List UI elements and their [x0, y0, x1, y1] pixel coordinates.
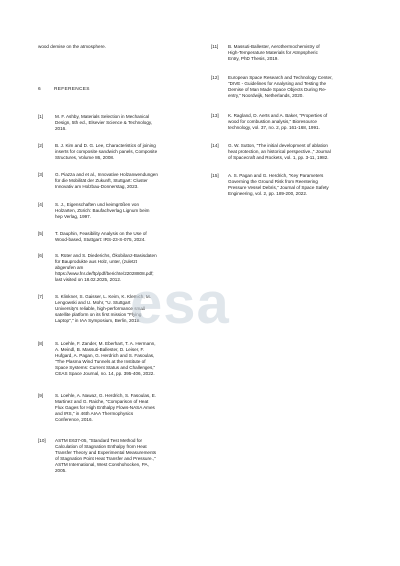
reference-label: [14]: [211, 143, 219, 148]
reference-entry: [38, 202, 194, 220]
reference-text: B. Massuti-Ballester, Aerothermochemistry of High-Temperature Materials for Atmpspheric Entry, PhD Thesis, 2019.: [228, 44, 320, 61]
reference-text: European Space Research and Technology Center, "DIVE - Guidelines for Analysing and Testing the Demise of Man Made Space Objects During Re- entry," Noordwijk, Netherlands, 2020.: [228, 75, 333, 98]
reference-label: [8]: [38, 341, 44, 346]
reference-label: [9]: [38, 393, 44, 398]
reference-text: S. Loehle, A. Nawaz, G. Herdrich, S. Fasoulas, E. Martinez and G. Raiche, "Comparison of Heat Flux Gages for High Enthalpy Flows-NASA Ames and IRS," in 46th AIAA Thermophysics Conference, 2016.: [55, 393, 157, 422]
reference-entry: [38, 294, 194, 324]
reference-text: K. Ragland, D. Aerts and A. Baker, "Properties of wood for combustion analysis," Bioresource technology, vol. 37, no. 2, pp. 161-168, 1991.: [228, 113, 328, 130]
reference-text: ASTM E637-05, "Standard Test Method for Calculation of Stagnation Enthalpy from Heat Transfer Theory and Experimental Measurements of Stagnation Point Heat Transfer and Pressure.," ASTM International, West Conshohocken, PA, 2005.: [55, 438, 157, 473]
reference-text: B. J. Kim and D. G. Lee, Characteristics of joining inserts for composite sandwich panels, Composite Structures, Volume 86, 2008.: [55, 143, 158, 160]
reference-entry: [211, 113, 365, 131]
reference-entry: [38, 253, 194, 283]
reference-text: A. S. Pagan and G. Herdrich, "Key Parameters Governing the Ground Risk from Reentering Pressure Vessel Debris," Journal of Space Safety Engineering, vol. 2, pp. 189-200, 2022.: [228, 173, 329, 196]
esa-watermark: esa: [130, 271, 230, 336]
reference-text: S. Rüter and S. Diederichs, Ökobilanz-Basisdaten für Bauprodukte aus Holz, unter, (zuletzt abgerufen am https://www.fnr.de/ftp/pdf/berichte/22028808.pdf; last visited on 18.02.2025, 2012.: [55, 253, 157, 282]
reference-text: G. W. Sutton, "The initial development of ablation heat protection, an historical perspective.," Journal of Spacecraft and Rockets, vol. 1, pp. 3-11, 1982.: [228, 143, 331, 160]
section-title: REFERENCES: [54, 87, 90, 92]
reference-entry: [211, 75, 365, 99]
reference-text: G. Piazza and et al., Innovative Holzanwendungen für die Mobilität der Zukunft, Stuttgart: Cluster Innovativ am Holzbau-Donnerstag, 2023.: [55, 172, 158, 189]
reference-text: M. F. Ashby, Materials Selection in Mechanical Design, 5th ed., Elsevier Science & Technology, 2016.: [55, 114, 153, 131]
reference-entry: [38, 393, 194, 423]
reference-label: [10]: [38, 438, 46, 443]
reference-label: [13]: [211, 113, 219, 118]
reference-entry: [211, 173, 365, 197]
reference-text: S. J., Eigenschaften und keimgrößen von Holzarten, Zürich: Baufachverlag Lignum beim hep Verlag, 1997.: [55, 202, 150, 219]
intro-text: wood demise on the atmosphere.: [38, 44, 106, 49]
reference-text: S. Klinkner, S. Gaisser, L. Keim, K. Klemich, M. Lengowski and U. Mohr, "U. Stuttgart University's reliable, high-performance small satellite platform on its first mission "Flying Laptop"," in IAA Symposium, Berlin, 2019.: [55, 294, 151, 323]
reference-label: [4]: [38, 202, 44, 207]
reference-entry: [38, 231, 194, 243]
reference-entry: [38, 143, 194, 161]
section-number: 6: [38, 87, 41, 92]
reference-entry: [38, 341, 194, 377]
reference-entry: [211, 143, 365, 161]
reference-entry: [38, 114, 194, 132]
reference-entry: [38, 172, 194, 190]
reference-label: [2]: [38, 143, 44, 148]
reference-label: [12]: [211, 75, 219, 80]
reference-label: [3]: [38, 172, 44, 177]
reference-label: [11]: [211, 44, 219, 49]
reference-entry: [38, 438, 194, 474]
reference-entry: [211, 44, 365, 62]
reference-text: S. Loehle, F. Zander, M. Eberhart, T. A. Hermann, A. Meindl, B. Massuti-Ballester, D. Leiser, F. Hufgard, A. Pagan, G. Herdrich and S. Fasoulas, "The Plasma Wind Tunnels at the Institute of Space Systems: Current Status and Challenges," CEAS Space Journal, no. 14, pp. 395-406, 2022.: [55, 341, 156, 376]
reference-label: [15]: [211, 173, 219, 178]
reference-label: [6]: [38, 253, 44, 258]
reference-label: [5]: [38, 231, 44, 236]
section-heading: [38, 87, 90, 92]
reference-label: [7]: [38, 294, 44, 299]
reference-text: T. Dauphin, Feasibility Analysis on the Use of Wood-based, Stuttgart: IRS-23-S-075, 2024.: [55, 231, 147, 242]
reference-label: [1]: [38, 114, 44, 119]
